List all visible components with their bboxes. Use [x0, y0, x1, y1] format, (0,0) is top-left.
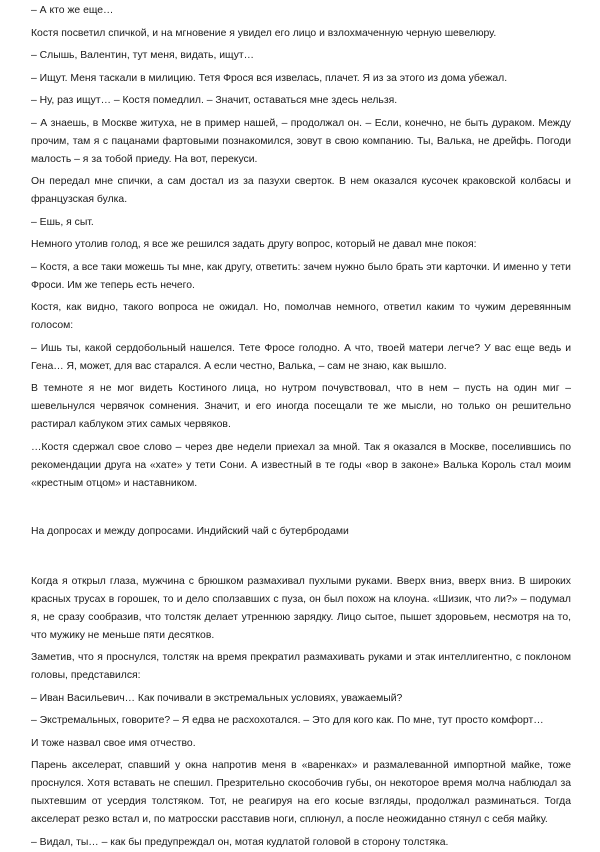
- paragraph: Он передал мне спички, а сам достал из за пазухи сверток. В нем оказался кусочек краковской колбасы и французская булка.: [31, 176, 571, 205]
- paragraph: – Экстремальных, говорите? – Я едва не расхохотался. – Это для кого как. По мне, тут просто комфорт…: [31, 715, 544, 726]
- paragraph: – Ешь, я сыт.: [31, 216, 94, 228]
- paragraph: – Слышь, Валентин, тут меня, видать, ищут…: [31, 50, 255, 61]
- paragraph: Парень акселерат, спавший у окна напротив меня в «варенках» и размалеванной импортной майке, тоже проснулся. Хотя вставать не спешил. Презрительно скособочив губы, он некоторое время молча наблюдал за пыхтевшим от усердия толстяком. Тот, не реагируя на его косые взгляды, продолжал разминаться. Тогда акселерат резко встал и, по матросски расставив ноги, сплюнул, а после неожиданно стянул с себя майку.: [31, 760, 571, 825]
- paragraph: – Ищут. Меня таскали в милицию. Тетя Фрося вся извелась, плачет. Я из за этого из дома убежал.: [31, 72, 508, 84]
- paragraph: …Костя сдержал свое слово – через две недели приехал за мной. Так я оказался в Москве, поселившись по рекомендации друга на «хате» у тети Сони. А известный в те годы «вор в законе» Валька Король стал моим «крестным отцом» и наставником.: [31, 441, 571, 489]
- paragraph: Заметив, что я проснулся, толстяк на время прекратил размахивать руками и этак интеллигентно, с поклоном головы, представился:: [31, 652, 571, 681]
- paragraph: – А кто же еще…: [31, 5, 114, 16]
- paragraph: Костя посветил спичкой, и на мгновение я увидел его лицо и взлохмаченную черную шевелюру.: [31, 27, 497, 39]
- paragraph: – Ишь ты, какой сердобольный нашелся. Тете Фросе голодно. А что, твоей матери легче? У вас еще ведь и Гена… Я, может, для вас старался. А если честно, Валька, – сам не знаю, как вышло.: [31, 342, 571, 372]
- paragraph: – Ну, раз ищут… – Костя помедлил. – Значит, оставаться мне здесь нельзя.: [31, 95, 398, 106]
- paragraph: – Видал, ты… – как бы предупреждал он, мотая кудлатой головой в сторону толстяка.: [31, 836, 449, 848]
- paragraph: – А знаешь, в Москве житуха, не в пример нашей, – продолжал он. – Если, конечно, не быть дураком. Между прочим, там я с пацанами фартовыми познакомился, зовут в свою компанию. Ты, Валька, не дрейфь. Погоди малость – я за тобой приеду. На вот, перекуси.: [31, 117, 571, 165]
- section-heading: На допросах и между допросами. Индийский чай с бутербродами: [31, 525, 349, 537]
- paragraph: В темноте я не мог видеть Костиного лица, но нутром почувствовал, что в нем – пусть на один миг – шевельнулся червячок сомнения. Значит, и его иногда посещали те же мысли, но только он решительно растирал каблуком этих самых червяков.: [31, 383, 571, 430]
- paragraph: – Иван Васильевич… Как почивали в экстремальных условиях, уважаемый?: [31, 692, 403, 704]
- paragraph: – Костя, а все таки можешь ты мне, как другу, ответить: зачем нужно было брать эти карточки. И именно у тети Фроси. Им же теперь есть нечего.: [31, 261, 571, 291]
- paragraph: Немного утолив голод, я все же решился задать другу вопрос, который не давал мне покоя:: [31, 239, 477, 250]
- paragraph: Когда я открыл глаза, мужчина с брюшком размахивал пухлыми руками. Вверх вниз, вверх вниз. В широких красных трусах в горошек, то и дело сползавших с пуза, он был похож на клоуна. «Шизик, что ли?» – подумал я, не сразу сообразив, что толстяк делает утреннюю зарядку. Лицо сытое, пышет здоровьем, несмотря на то, что мужику не меньше пяти десятков.: [31, 575, 571, 641]
- paragraph: И тоже назвал свое имя отчество.: [31, 737, 196, 749]
- paragraph: Костя, как видно, такого вопроса не ожидал. Но, помолчав немного, ответил каким то чужим деревянным голосом:: [31, 302, 571, 331]
